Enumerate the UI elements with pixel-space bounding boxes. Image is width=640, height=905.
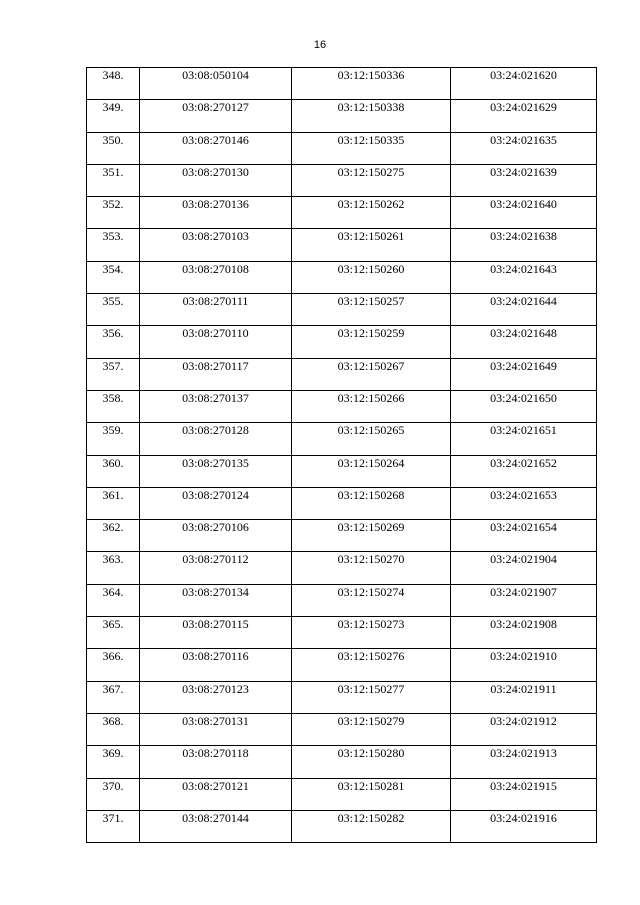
cadastral-number-c: 03:24:021644 xyxy=(451,294,597,326)
row-number: 359. xyxy=(87,423,140,455)
table-row xyxy=(87,681,597,713)
cadastral-number-b: 03:12:150262 xyxy=(292,197,451,229)
cadastral-number-a: 03:08:270103 xyxy=(140,229,292,261)
cadastral-number-b: 03:12:150277 xyxy=(292,681,451,713)
cadastral-number-a: 03:08:270144 xyxy=(140,810,292,842)
cadastral-number-a: 03:08:270131 xyxy=(140,713,292,745)
cadastral-number-b: 03:12:150282 xyxy=(292,810,451,842)
row-number: 354. xyxy=(87,261,140,293)
cadastral-number-c: 03:24:021913 xyxy=(451,746,597,778)
row-number: 352. xyxy=(87,197,140,229)
row-number: 368. xyxy=(87,713,140,745)
cadastral-number-a: 03:08:270108 xyxy=(140,261,292,293)
cadastral-number-c: 03:24:021648 xyxy=(451,326,597,358)
cadastral-number-a: 03:08:270130 xyxy=(140,164,292,196)
cadastral-number-a: 03:08:270118 xyxy=(140,746,292,778)
table-row xyxy=(87,778,597,810)
cadastral-number-a: 03:08:270136 xyxy=(140,197,292,229)
cadastral-number-b: 03:12:150259 xyxy=(292,326,451,358)
row-number: 351. xyxy=(87,164,140,196)
row-number: 353. xyxy=(87,229,140,261)
cadastral-number-b: 03:12:150281 xyxy=(292,778,451,810)
row-number: 349. xyxy=(87,100,140,132)
cadastral-number-c: 03:24:021907 xyxy=(451,584,597,616)
cadastral-number-c: 03:24:021649 xyxy=(451,358,597,390)
cadastral-number-c: 03:24:021620 xyxy=(451,68,597,100)
cadastral-number-b: 03:12:150279 xyxy=(292,713,451,745)
cadastral-number-a: 03:08:270112 xyxy=(140,552,292,584)
table-row xyxy=(87,487,597,519)
records-table xyxy=(86,67,597,843)
row-number: 371. xyxy=(87,810,140,842)
cadastral-number-c: 03:24:021911 xyxy=(451,681,597,713)
cadastral-number-b: 03:12:150257 xyxy=(292,294,451,326)
table-row xyxy=(87,552,597,584)
row-number: 365. xyxy=(87,617,140,649)
table-row xyxy=(87,390,597,422)
table-row xyxy=(87,68,597,100)
cadastral-number-b: 03:12:150336 xyxy=(292,68,451,100)
cadastral-number-a: 03:08:270134 xyxy=(140,584,292,616)
cadastral-number-a: 03:08:270137 xyxy=(140,390,292,422)
page-number: 16 xyxy=(313,39,327,51)
cadastral-number-c: 03:24:021904 xyxy=(451,552,597,584)
table-row xyxy=(87,132,597,164)
cadastral-number-b: 03:12:150261 xyxy=(292,229,451,261)
cadastral-number-a: 03:08:270123 xyxy=(140,681,292,713)
cadastral-number-c: 03:24:021654 xyxy=(451,520,597,552)
cadastral-number-b: 03:12:150274 xyxy=(292,584,451,616)
cadastral-number-c: 03:24:021651 xyxy=(451,423,597,455)
row-number: 361. xyxy=(87,487,140,519)
cadastral-number-c: 03:24:021629 xyxy=(451,100,597,132)
table-row xyxy=(87,164,597,196)
cadastral-number-b: 03:12:150265 xyxy=(292,423,451,455)
cadastral-number-b: 03:12:150264 xyxy=(292,455,451,487)
row-number: 357. xyxy=(87,358,140,390)
cadastral-number-a: 03:08:270146 xyxy=(140,132,292,164)
row-number: 348. xyxy=(87,68,140,100)
cadastral-number-b: 03:12:150266 xyxy=(292,390,451,422)
cadastral-number-b: 03:12:150267 xyxy=(292,358,451,390)
cadastral-number-b: 03:12:150335 xyxy=(292,132,451,164)
table-row xyxy=(87,810,597,842)
table-row xyxy=(87,197,597,229)
cadastral-number-a: 03:08:270116 xyxy=(140,649,292,681)
cadastral-number-b: 03:12:150273 xyxy=(292,617,451,649)
cadastral-number-a: 03:08:270121 xyxy=(140,778,292,810)
cadastral-number-b: 03:12:150276 xyxy=(292,649,451,681)
cadastral-number-a: 03:08:270110 xyxy=(140,326,292,358)
cadastral-number-c: 03:24:021653 xyxy=(451,487,597,519)
row-number: 366. xyxy=(87,649,140,681)
cadastral-number-b: 03:12:150275 xyxy=(292,164,451,196)
cadastral-number-c: 03:24:021640 xyxy=(451,197,597,229)
cadastral-number-b: 03:12:150269 xyxy=(292,520,451,552)
cadastral-number-c: 03:24:021910 xyxy=(451,649,597,681)
cadastral-number-a: 03:08:270111 xyxy=(140,294,292,326)
cadastral-number-b: 03:12:150270 xyxy=(292,552,451,584)
cadastral-number-a: 03:08:050104 xyxy=(140,68,292,100)
table-row xyxy=(87,229,597,261)
row-number: 350. xyxy=(87,132,140,164)
table-row xyxy=(87,713,597,745)
cadastral-number-c: 03:24:021638 xyxy=(451,229,597,261)
row-number: 363. xyxy=(87,552,140,584)
cadastral-number-a: 03:08:270106 xyxy=(140,520,292,552)
table-row xyxy=(87,649,597,681)
table-row xyxy=(87,261,597,293)
table-row xyxy=(87,584,597,616)
table-row xyxy=(87,520,597,552)
table-row xyxy=(87,358,597,390)
cadastral-number-a: 03:08:270128 xyxy=(140,423,292,455)
cadastral-number-c: 03:24:021912 xyxy=(451,713,597,745)
cadastral-number-a: 03:08:270135 xyxy=(140,455,292,487)
row-number: 355. xyxy=(87,294,140,326)
table-row xyxy=(87,294,597,326)
cadastral-number-b: 03:12:150280 xyxy=(292,746,451,778)
cadastral-number-a: 03:08:270124 xyxy=(140,487,292,519)
cadastral-number-c: 03:24:021639 xyxy=(451,164,597,196)
row-number: 358. xyxy=(87,390,140,422)
row-number: 370. xyxy=(87,778,140,810)
records-table-body xyxy=(87,68,597,843)
cadastral-number-c: 03:24:021635 xyxy=(451,132,597,164)
cadastral-number-b: 03:12:150338 xyxy=(292,100,451,132)
cadastral-number-c: 03:24:021652 xyxy=(451,455,597,487)
table-row xyxy=(87,455,597,487)
row-number: 360. xyxy=(87,455,140,487)
cadastral-number-c: 03:24:021915 xyxy=(451,778,597,810)
row-number: 369. xyxy=(87,746,140,778)
cadastral-number-c: 03:24:021643 xyxy=(451,261,597,293)
row-number: 356. xyxy=(87,326,140,358)
cadastral-number-b: 03:12:150260 xyxy=(292,261,451,293)
row-number: 364. xyxy=(87,584,140,616)
cadastral-number-b: 03:12:150268 xyxy=(292,487,451,519)
cadastral-number-c: 03:24:021650 xyxy=(451,390,597,422)
row-number: 362. xyxy=(87,520,140,552)
cadastral-number-c: 03:24:021916 xyxy=(451,810,597,842)
table-row xyxy=(87,746,597,778)
table-row xyxy=(87,100,597,132)
cadastral-number-a: 03:08:270115 xyxy=(140,617,292,649)
cadastral-number-c: 03:24:021908 xyxy=(451,617,597,649)
table-row xyxy=(87,423,597,455)
table-row xyxy=(87,617,597,649)
table-row xyxy=(87,326,597,358)
cadastral-number-a: 03:08:270127 xyxy=(140,100,292,132)
row-number: 367. xyxy=(87,681,140,713)
cadastral-number-a: 03:08:270117 xyxy=(140,358,292,390)
